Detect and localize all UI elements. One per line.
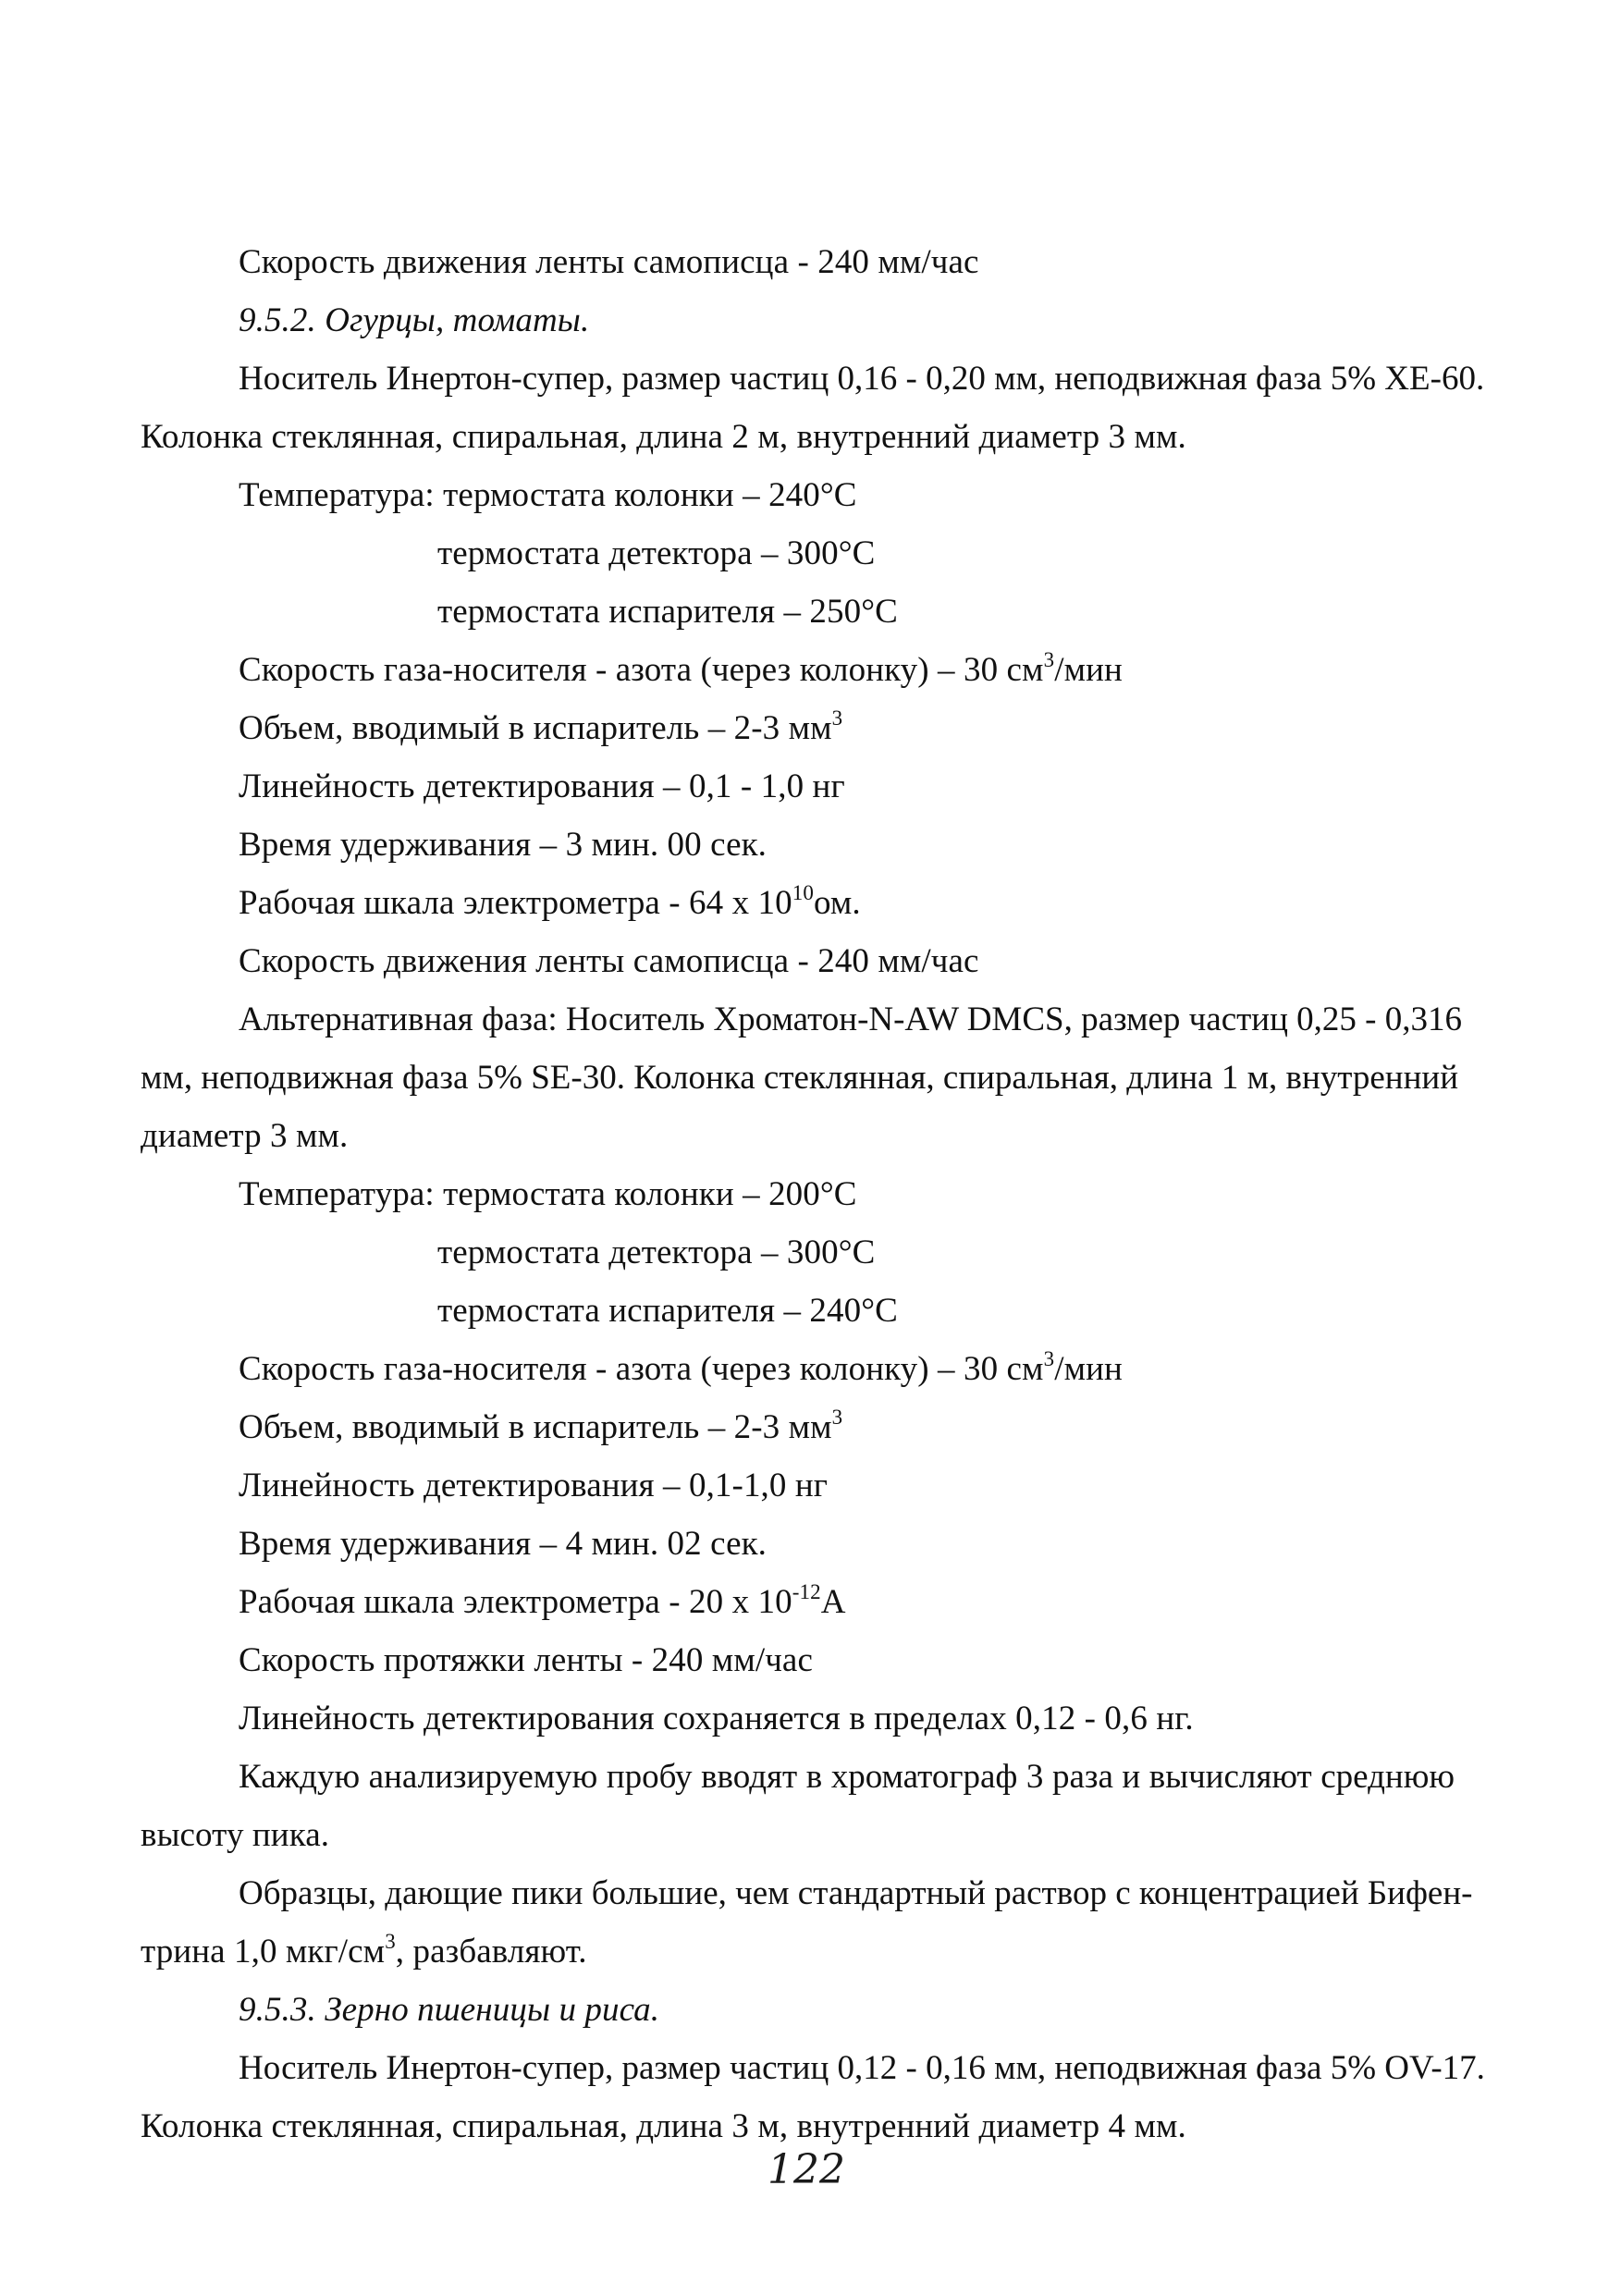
temperature-column-2: Температура: термостата колонки – 200°С <box>239 1175 857 1213</box>
paragraph-carrier-line-1: Носитель Инертон-супер, размер частиц 0,16 - 0,20 мм, неподвижная фаза 5% XE-60. <box>239 360 1485 398</box>
recorder-speed-line-1: Скорость движения ленты самописца - 240 мм/час <box>239 243 979 281</box>
temperature-evaporator-1: термостата испарителя – 250°С <box>437 593 898 631</box>
temperature-detector-2: термостата детектора – 300°С <box>437 1234 876 1271</box>
carrier-gas-speed-2: Скорость газа-носителя - азота (через колонку) – 30 $см^3$/мин <box>239 1346 1123 1388</box>
dilution-line-1: Образцы, дающие пики большие, чем стандартный раствор с концентрацией Бифен- <box>239 1874 1473 1912</box>
retention-time-2: Время удерживания – 4 мин. 02 сек. <box>239 1525 768 1563</box>
temperature-evaporator-2: термостата испарителя – 240°С <box>437 1292 898 1330</box>
electrometer-scale-2: Рабочая шкала электрометра - 20 х $10^{-12}А$ <box>239 1579 846 1621</box>
dilution-line-2: трина 1,0 мкг/$см^3$, разбавляют. <box>141 1929 587 1971</box>
carrier-gas-speed-1: Скорость газа-носителя - азота (через колонку) – 30 $см^3$/мин <box>239 647 1123 689</box>
tape-speed: Скорость протяжки ленты - 240 мм/час <box>239 1641 813 1679</box>
alternative-phase-line-2: мм, неподвижная фаза 5% SE-30. Колонка стеклянная, спиральная, длина 1 м, внутренний <box>141 1059 1459 1097</box>
paragraph-grain-line-1: Носитель Инертон-супер, размер частиц 0,12 - 0,16 мм, неподвижная фаза 5% OV-17. <box>239 2049 1485 2087</box>
section-heading-9-5-3: 9.5.3. Зерно пшеницы и риса. <box>239 1991 660 2029</box>
temperature-detector-1: термостата детектора – 300°С <box>437 534 876 572</box>
alternative-phase-line-3: диаметр 3 мм. <box>141 1117 349 1155</box>
alternative-phase-line-1: Альтернативная фаза: Носитель Хроматон-N-AW DMCS, размер частиц 0,25 - 0,316 <box>239 1001 1462 1038</box>
injection-repeat-line-2: высоту пика. <box>141 1816 330 1854</box>
linearity-range: Линейность детектирования сохраняется в пределах 0,12 - 0,6 нг. <box>239 1700 1194 1737</box>
detection-linearity-2: Линейность детектирования – 0,1-1,0 нг <box>239 1467 829 1504</box>
paragraph-grain-line-2: Колонка стеклянная, спиральная, длина 3 м, внутренний диаметр 4 мм. <box>141 2107 1186 2145</box>
injection-volume-2: Объем, вводимый в испаритель – 2-3 $мм^3$ <box>239 1405 843 1446</box>
electrometer-scale-1: Рабочая шкала электрометра - 64 х $10^{10}ом$. <box>239 880 861 922</box>
retention-time-1: Время удерживания – 3 мин. 00 сек. <box>239 826 768 864</box>
paragraph-carrier-line-2: Колонка стеклянная, спиральная, длина 2 м, внутренний диаметр 3 мм. <box>141 418 1186 456</box>
injection-volume-1: Объем, вводимый в испаритель – 2-3 $мм^3$ <box>239 706 843 747</box>
recorder-speed-line-2: Скорость движения ленты самописца - 240 мм/час <box>239 942 979 980</box>
temperature-column-1: Температура: термостата колонки – 240°С <box>239 476 857 514</box>
page-number: 122 <box>768 2146 845 2193</box>
detection-linearity-1: Линейность детектирования – 0,1 - 1,0 нг <box>239 767 845 805</box>
injection-repeat-line-1: Каждую анализируемую пробу вводят в хроматограф 3 раза и вычисляют среднюю <box>239 1758 1455 1796</box>
section-heading-9-5-2: 9.5.2. Огурцы, томаты. <box>239 301 590 339</box>
